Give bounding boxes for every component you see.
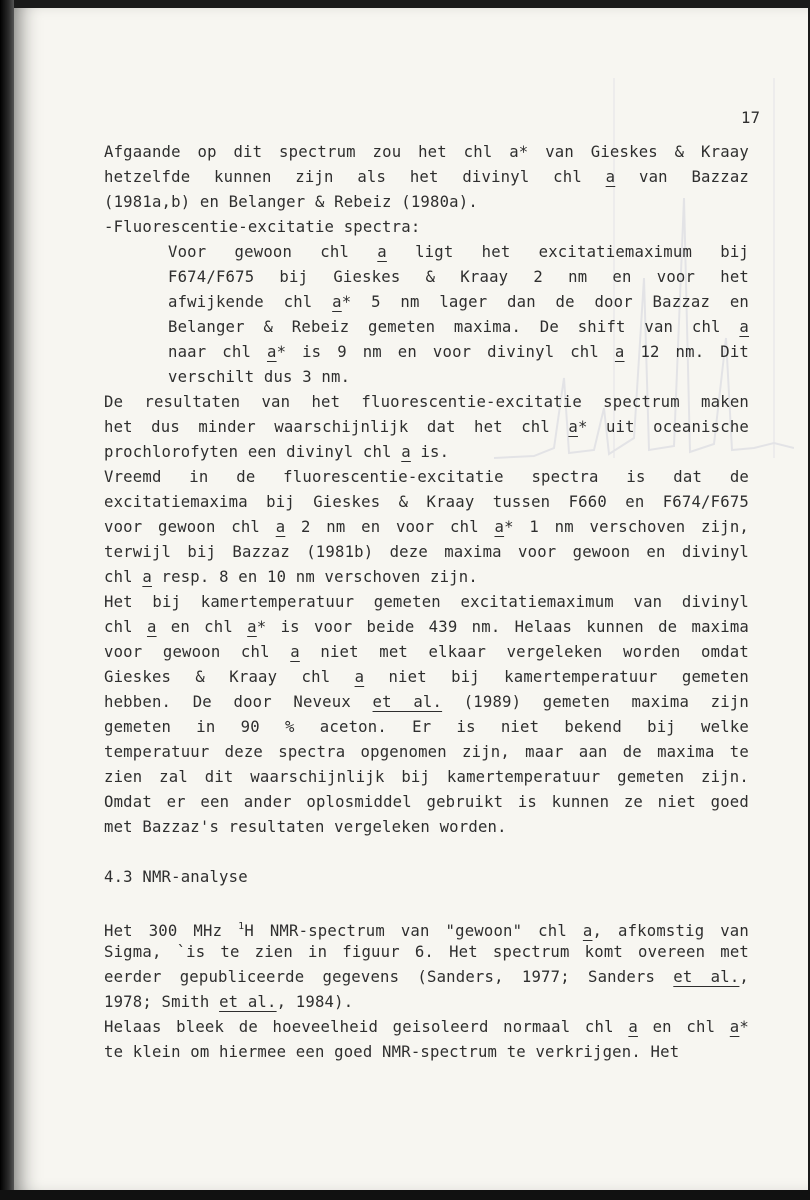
text-line: voor gewoon chl a 2 nm en voor chl a* 1 nm verschoven zijn, <box>104 518 749 536</box>
text-line: afwijkende chl a* 5 nm lager dan de door Bazzaz en <box>168 293 749 311</box>
text-line: Gieskes & Kraay chl a niet bij kamertemperatuur gemeten <box>104 668 749 686</box>
text-line: Het 300 MHz $^1$H NMR-spectrum van "gewoon" chl a, afkomstig van <box>104 921 749 940</box>
text-line: verschilt dus 3 nm. <box>168 368 351 386</box>
text-line: F674/F675 bij Gieskes & Kraay 2 nm en voor het <box>168 268 749 286</box>
text-line: terwijl bij Bazzaz (1981b) deze maxima voor gewoon en divinyl <box>104 543 749 561</box>
text-line: gemeten in 90 % aceton. Er is niet bekend bij welke <box>104 718 749 736</box>
text-line: het dus minder waarschijnlijk dat het chl a* uit oceanische <box>104 418 749 436</box>
document-page <box>14 8 808 1190</box>
page-number: 17 <box>741 109 761 127</box>
text-line: 1978; Smith et al., 1984). <box>104 993 354 1011</box>
text-line: hebben. De door Neveux et al. (1989) gemeten maxima zijn <box>104 693 749 711</box>
text-line: eerder gepubliceerde gegevens (Sanders, 1977; Sanders et al., <box>104 968 750 986</box>
text-line: temperatuur deze spectra opgenomen zijn, maar aan de maxima te <box>104 743 749 761</box>
text-line: Vreemd in de fluorescentie-excitatie spectra is dat de <box>104 468 749 486</box>
text-line: chl a en chl a* is voor beide 439 nm. Helaas kunnen de maxima <box>104 618 750 636</box>
text-line: Voor gewoon chl a ligt het excitatiemaximum bij <box>168 243 750 261</box>
text-line: met Bazzaz's resultaten vergeleken worden. <box>104 818 507 836</box>
text-line: te klein om hiermee een goed NMR-spectrum te verkrijgen. Het <box>104 1043 680 1061</box>
text-line: De resultaten van het fluorescentie-excitatie spectrum maken <box>104 393 749 411</box>
section-heading: 4.3 NMR-analyse <box>104 868 248 886</box>
text-line: (1981a,b) en Belanger & Rebeiz (1980a). <box>104 193 478 211</box>
text-line: zien zal dit waarschijnlijk bij kamertemperatuur gemeten zijn. <box>104 768 749 786</box>
book-spine-shadow <box>0 0 14 1200</box>
text-line: Helaas bleek de hoeveelheid geisoleerd normaal chl a en chl a* <box>104 1018 749 1036</box>
text-line: hetzelfde kunnen zijn als het divinyl chl a van Bazzaz <box>104 168 750 186</box>
text-line: chl a resp. 8 en 10 nm verschoven zijn. <box>104 568 478 586</box>
text-line: Het bij kamertemperatuur gemeten excitatiemaximum van divinyl <box>104 593 749 611</box>
text-line: Belanger & Rebeiz gemeten maxima. De shift van chl a <box>168 318 749 336</box>
text-line: voor gewoon chl a niet met elkaar vergeleken worden omdat <box>104 643 749 661</box>
text-line: Afgaande op dit spectrum zou het chl a* van Gieskes & Kraay <box>104 143 749 161</box>
text-line: Omdat er een ander oplosmiddel gebruikt is kunnen ze niet goed <box>104 793 749 811</box>
text-line: Sigma, `is te zien in figuur 6. Het spectrum komt overeen met <box>104 943 749 961</box>
text-line: prochlorofyten een divinyl chl a is. <box>104 443 450 461</box>
text-line: naar chl a* is 9 nm en voor divinyl chl a 12 nm. Dit <box>168 343 750 361</box>
subheading: -Fluorescentie-excitatie spectra: <box>104 218 421 236</box>
text-line: excitatiemaxima bij Gieskes & Kraay tussen F660 en F674/F675 <box>104 493 749 511</box>
page-bottom-edge <box>0 1190 810 1200</box>
